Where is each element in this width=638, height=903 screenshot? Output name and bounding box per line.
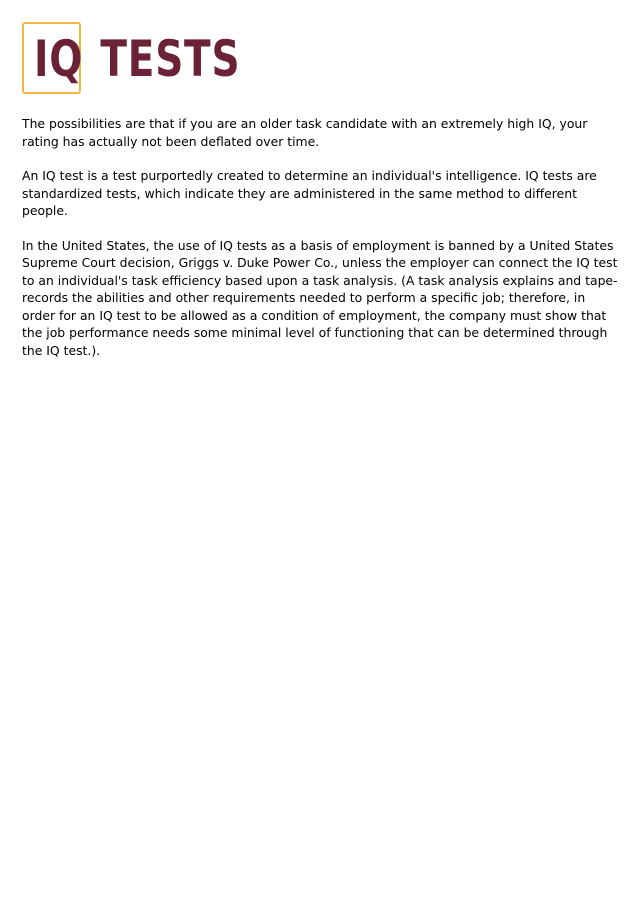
document-body bbox=[22, 115, 618, 376]
paragraph-2: An IQ test is a test purportedly created to determine an individual's intelligence. IQ tests are standardized tests, which indicate they are administered in the same method to different people. bbox=[22, 168, 597, 218]
logo-text bbox=[34, 29, 240, 89]
logo-text-iq: IQ bbox=[34, 30, 84, 88]
iq-tests-logo bbox=[22, 22, 241, 98]
logo-text-tests: TESTS bbox=[100, 30, 241, 88]
paragraph-3: In the United States, the use of IQ tests as a basis of employment is banned by a United States Supreme Court decision, Griggs v. Duke Power Co., unless the employer can connect the IQ test to an individual's task efficiency based upon a task analysis. (A task analysis explains and tape-records the abilities and other requirements needed to perform a specific job; therefore, in order for an IQ test to be allowed as a condition of employment, the company must show that the job performance needs some minimal level of functioning that can be determined through the IQ test.). bbox=[22, 237, 618, 358]
paragraph-1: The possibilities are that if you are an older task candidate with an extremely high IQ, your rating has actually not been deflated over time. bbox=[22, 116, 588, 149]
